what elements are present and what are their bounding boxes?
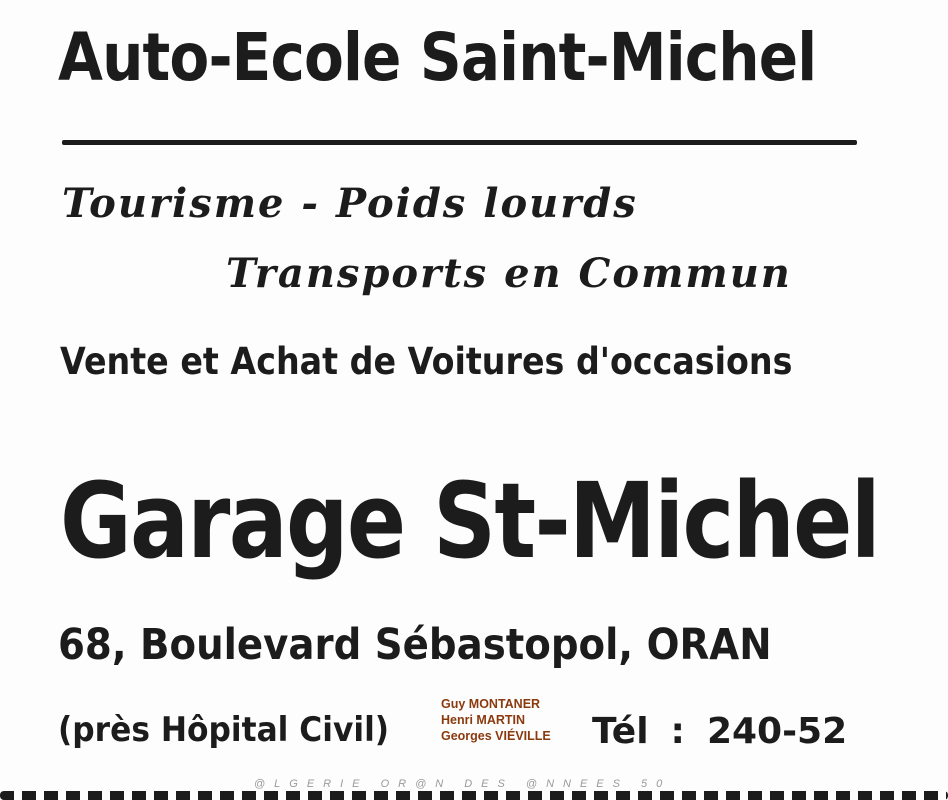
- phone-label: Tél: [592, 711, 649, 752]
- title-rule-divider: [62, 140, 857, 145]
- location-note: (près Hôpital Civil): [58, 710, 390, 750]
- credit-name: Henri MARTIN: [441, 713, 526, 727]
- ad-title: Auto-Ecole Saint-Michel: [58, 19, 817, 96]
- credit-name: Georges VIÉVILLE: [441, 729, 551, 743]
- credit-name: Guy MONTANER: [441, 697, 541, 711]
- services-tagline-line-2: Transports en Commun: [226, 250, 792, 297]
- garage-name: Garage St-Michel: [60, 460, 879, 582]
- address-line: 68, Boulevard Sébastopol, ORAN: [58, 620, 772, 670]
- used-cars-sales-line: Vente et Achat de Voitures d'occasions: [60, 340, 793, 383]
- phone-number: 240-52: [706, 711, 848, 752]
- phone-line: [592, 710, 847, 753]
- decorative-dotted-border: [0, 791, 948, 800]
- phone-separator: :: [670, 711, 685, 752]
- credits-block: [441, 696, 551, 744]
- services-tagline-line-1: Tourisme - Poids lourds: [62, 180, 638, 227]
- watermark-text: @LGERIE OR@N DES @NNEES 50: [254, 778, 672, 790]
